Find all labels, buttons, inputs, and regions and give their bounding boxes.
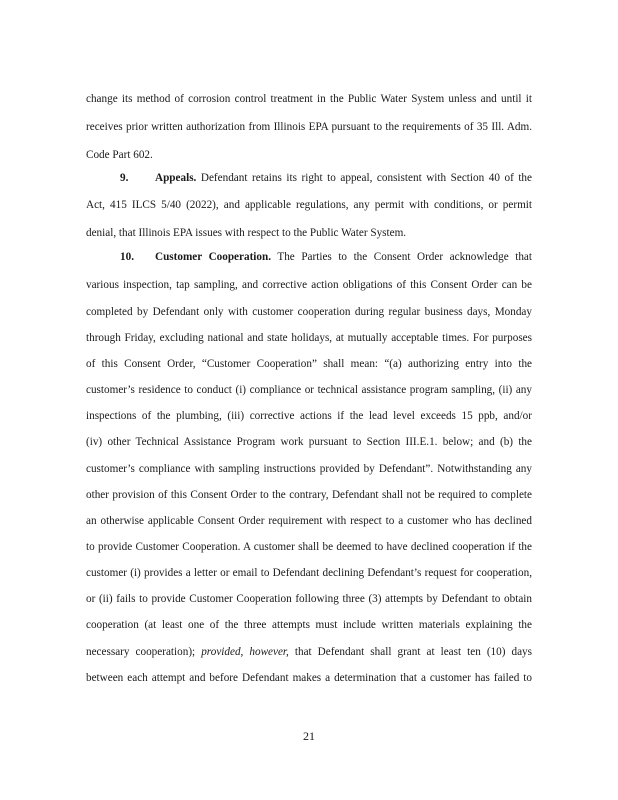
page-number: 21 (303, 729, 315, 743)
body-line: to provide Customer Cooperation. A customer shall be deemed to have declined cooperation if the (86, 541, 532, 553)
body-line: between each attempt and before Defendant makes a determination that a customer has failed to (86, 672, 532, 684)
paragraph-heading-customer-cooperation (86, 250, 532, 264)
section-title: Customer Cooperation. (155, 251, 272, 263)
body-line: or (ii) fails to provide Customer Cooperation following three (3) attempts by Defendant to obtain (86, 593, 532, 605)
section-number: 10. (120, 251, 134, 263)
body-line: inspections of the plumbing, (iii) corrective actions if the lead level exceeds 15 ppb, and/or (86, 410, 532, 422)
body-line: denial, that Illinois EPA issues with respect to the Public Water System. (86, 227, 407, 239)
section-title: Appeals. (155, 172, 197, 184)
body-line: various inspection, tap sampling, and corrective action obligations of this Consent Order can be (86, 279, 532, 291)
body-line: change its method of corrosion control treatment in the Public Water System unless and until it (86, 93, 532, 105)
section-text: Defendant retains its right to appeal, consistent with Section 40 of the (196, 172, 532, 184)
body-line: Code Part 602. (86, 149, 153, 161)
body-line: cooperation (at least one of the three attempts must include written materials explaining the (86, 619, 532, 631)
italic-phrase: provided, however, (201, 646, 289, 658)
body-line: through Friday, excluding national and state holidays, at mutually acceptable times. For purposes (86, 332, 532, 344)
body-line: an otherwise applicable Consent Order requirement with respect to a customer who has declined (86, 515, 532, 527)
body-line: receives prior written authorization from Illinois EPA pursuant to the requirements of 35 Ill. Adm. (86, 121, 532, 133)
body-line: customer (i) provides a letter or email to Defendant declining Defendant’s request for cooperation, (86, 567, 532, 579)
body-line: completed by Defendant only with customer cooperation during regular business days, Monday (86, 306, 532, 318)
section-number: 9. (120, 172, 129, 184)
body-line: Act, 415 ILCS 5/40 (2022), and applicable regulations, any permit with conditions, or permit (86, 199, 532, 211)
line-segment: necessary cooperation); (86, 646, 202, 658)
body-line: (iv) other Technical Assistance Program work pursuant to Section III.E.1. below; and (b) the (86, 436, 532, 448)
body-line-with-italic (86, 645, 532, 659)
body-line: of this Consent Order, “Customer Cooperation” shall mean: “(a) authorizing entry into the (86, 358, 532, 370)
line-segment: that Defendant shall grant at least ten (10) days (288, 646, 533, 658)
paragraph-heading-appeals (86, 171, 532, 185)
section-text: The Parties to the Consent Order acknowledge that (271, 251, 532, 263)
body-line: customer’s compliance with sampling instructions provided by Defendant”. Notwithstanding any (86, 463, 532, 475)
body-line: customer’s residence to conduct (i) compliance or technical assistance program sampling, (ii) any (86, 384, 532, 396)
body-line: other provision of this Consent Order to the contrary, Defendant shall not be required to complete (86, 489, 532, 501)
